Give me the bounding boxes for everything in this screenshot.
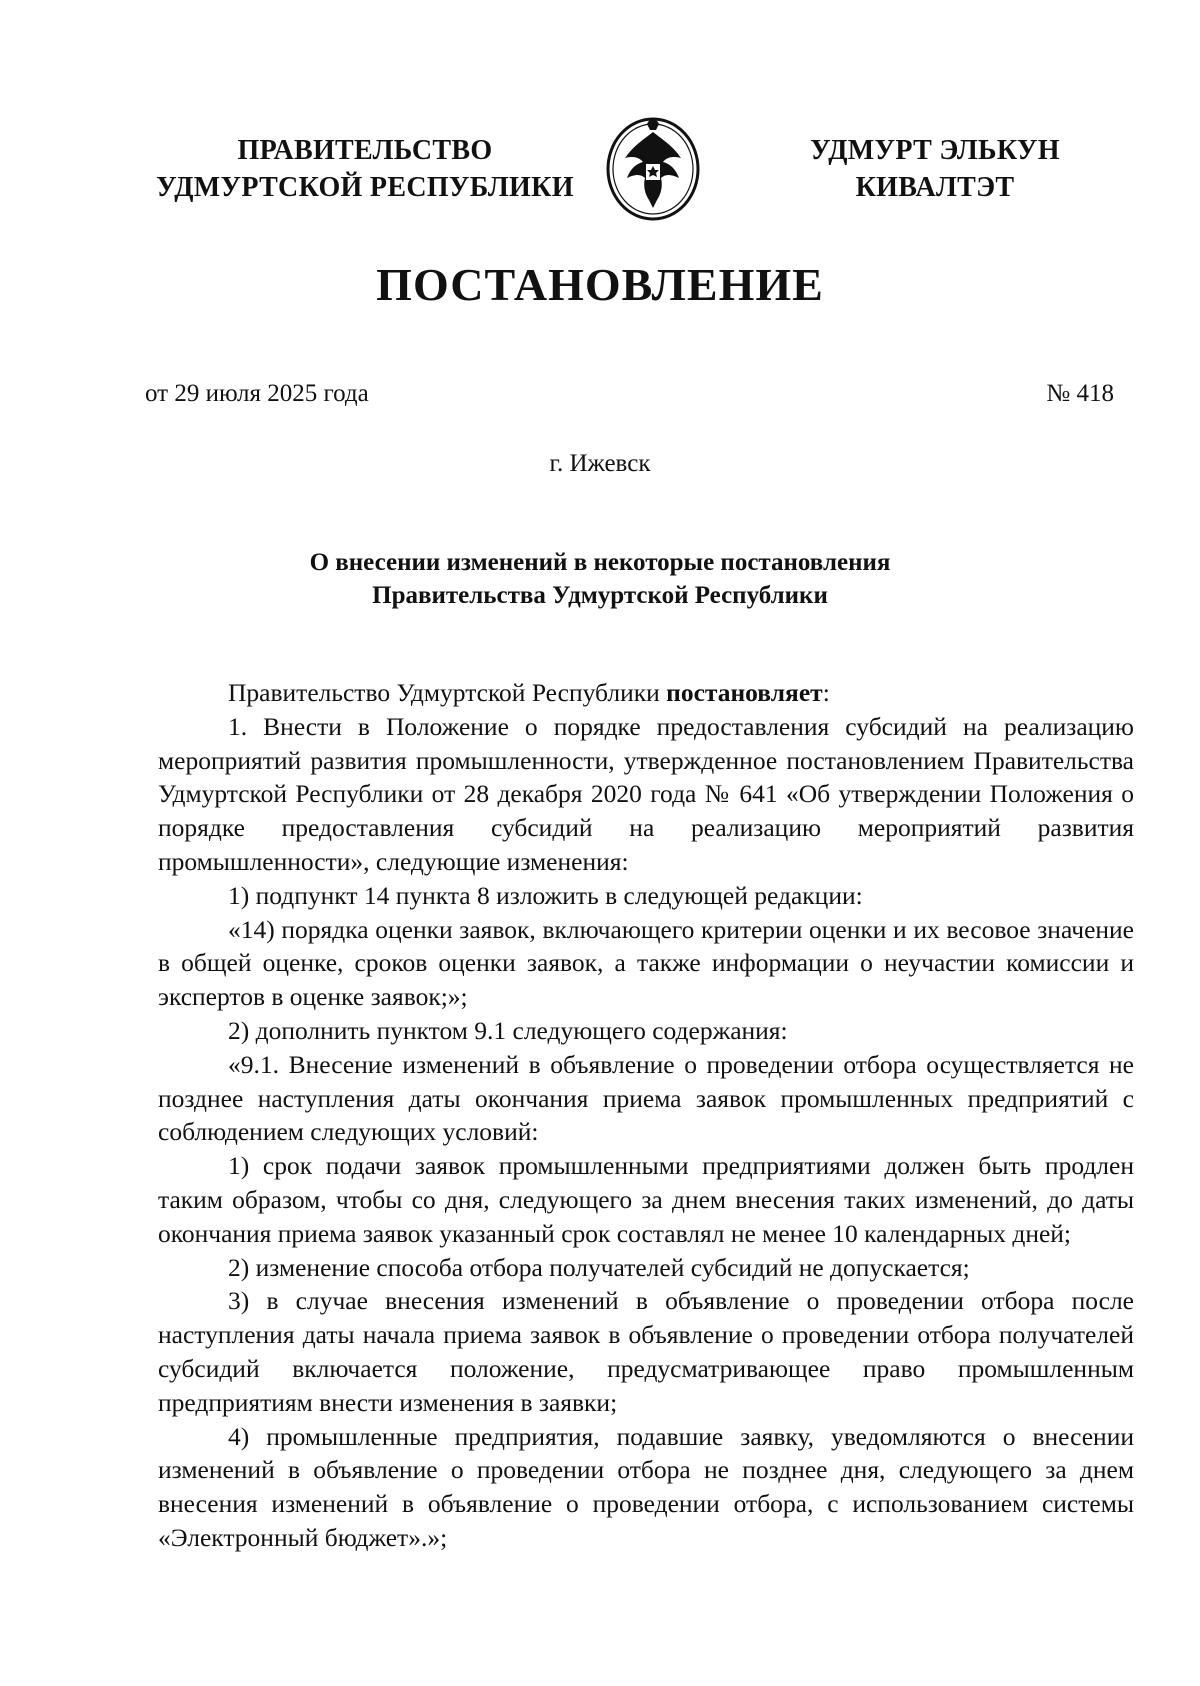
document-subject <box>0 546 1200 612</box>
subject-line1: О внесении изменений в некоторые постановления <box>309 549 891 576</box>
header-right-line1: УДМУРТ ЭЛЬКУН <box>810 135 1060 166</box>
body-paragraph: 1) срок подачи заявок промышленными предприятиями должен быть продлен таким образом, чтобы со дня, следующего за днем внесения таких изменений, до даты окончания приема заявок указанный срок составлял не менее 10 календарных дней; <box>158 1151 1134 1248</box>
coat-of-arms-eagle-icon <box>603 112 703 222</box>
intro-end: : <box>822 678 830 707</box>
intro-text: Правительство Удмуртской Республики <box>228 678 667 707</box>
subject-line2: Правительства Удмуртской Республики <box>372 582 828 609</box>
header-left-line2: УДМУРТСКОЙ РЕСПУБЛИКИ <box>156 172 574 203</box>
document-date: от 29 июля 2025 года <box>145 380 369 407</box>
header-right-line2: КИВАЛТЭТ <box>855 172 1015 203</box>
header-left-line1: ПРАВИТЕЛЬСТВО <box>237 135 493 166</box>
body-paragraph: «14) порядка оценки заявок, включающего критерии оценки и их весовое значение в общей оценке, сроков оценки заявок, а также информации о неучастии комиссии и экспертов в оценке заявок;»; <box>158 914 1134 1012</box>
document-title: ПОСТАНОВЛЕНИЕ <box>376 259 824 310</box>
body-paragraph: 1. Внести в Положение о порядке предоставления субсидий на реализацию мероприятий развития промышленности, утвержденное постановлением Правительства Удмуртской Республики от 28 декабря 2020 года № 641 «Об утверждении Положения о порядке предоставления субсидий на реализацию мероприятий развития промышленности», следующие изменения: <box>158 711 1134 876</box>
intro-paragraph <box>158 676 1134 710</box>
government-name-russian <box>150 132 580 206</box>
body-paragraph: 2) изменение способа отбора получателей субсидий не допускается; <box>228 1252 970 1282</box>
document-city: г. Ижевск <box>549 450 651 477</box>
body-paragraph: 3) в случае внесения изменений в объявление о проведении отбора после наступления даты начала приема заявок в объявление о проведении отбора получателей субсидий включается положение, предусматривающее право промышленным предприятиям внести изменения в заявки; <box>158 1286 1134 1417</box>
government-name-udmurt <box>790 132 1080 206</box>
document-number: № 418 <box>1046 380 1114 407</box>
body-paragraph: 4) промышленные предприятия, подавшие заявку, уведомляются о внесении изменений в объявление о проведении отбора не позднее дня, следующего за днем внесения изменений в объявление о проведении отбора, с использованием системы «Электронный бюджет».»; <box>158 1421 1134 1552</box>
document-body <box>158 676 1134 1555</box>
intro-bold-verb: постановляет <box>666 678 823 707</box>
body-paragraph: 1) подпункт 14 пункта 8 изложить в следующей редакции: <box>228 880 863 910</box>
body-paragraph: 2) дополнить пунктом 9.1 следующего содержания: <box>228 1015 788 1045</box>
body-paragraph: «9.1. Внесение изменений в объявление о проведении отбора осуществляется не позднее наступления даты окончания приема заявок промышленных предприятий с соблюдением следующих условий: <box>158 1049 1134 1147</box>
